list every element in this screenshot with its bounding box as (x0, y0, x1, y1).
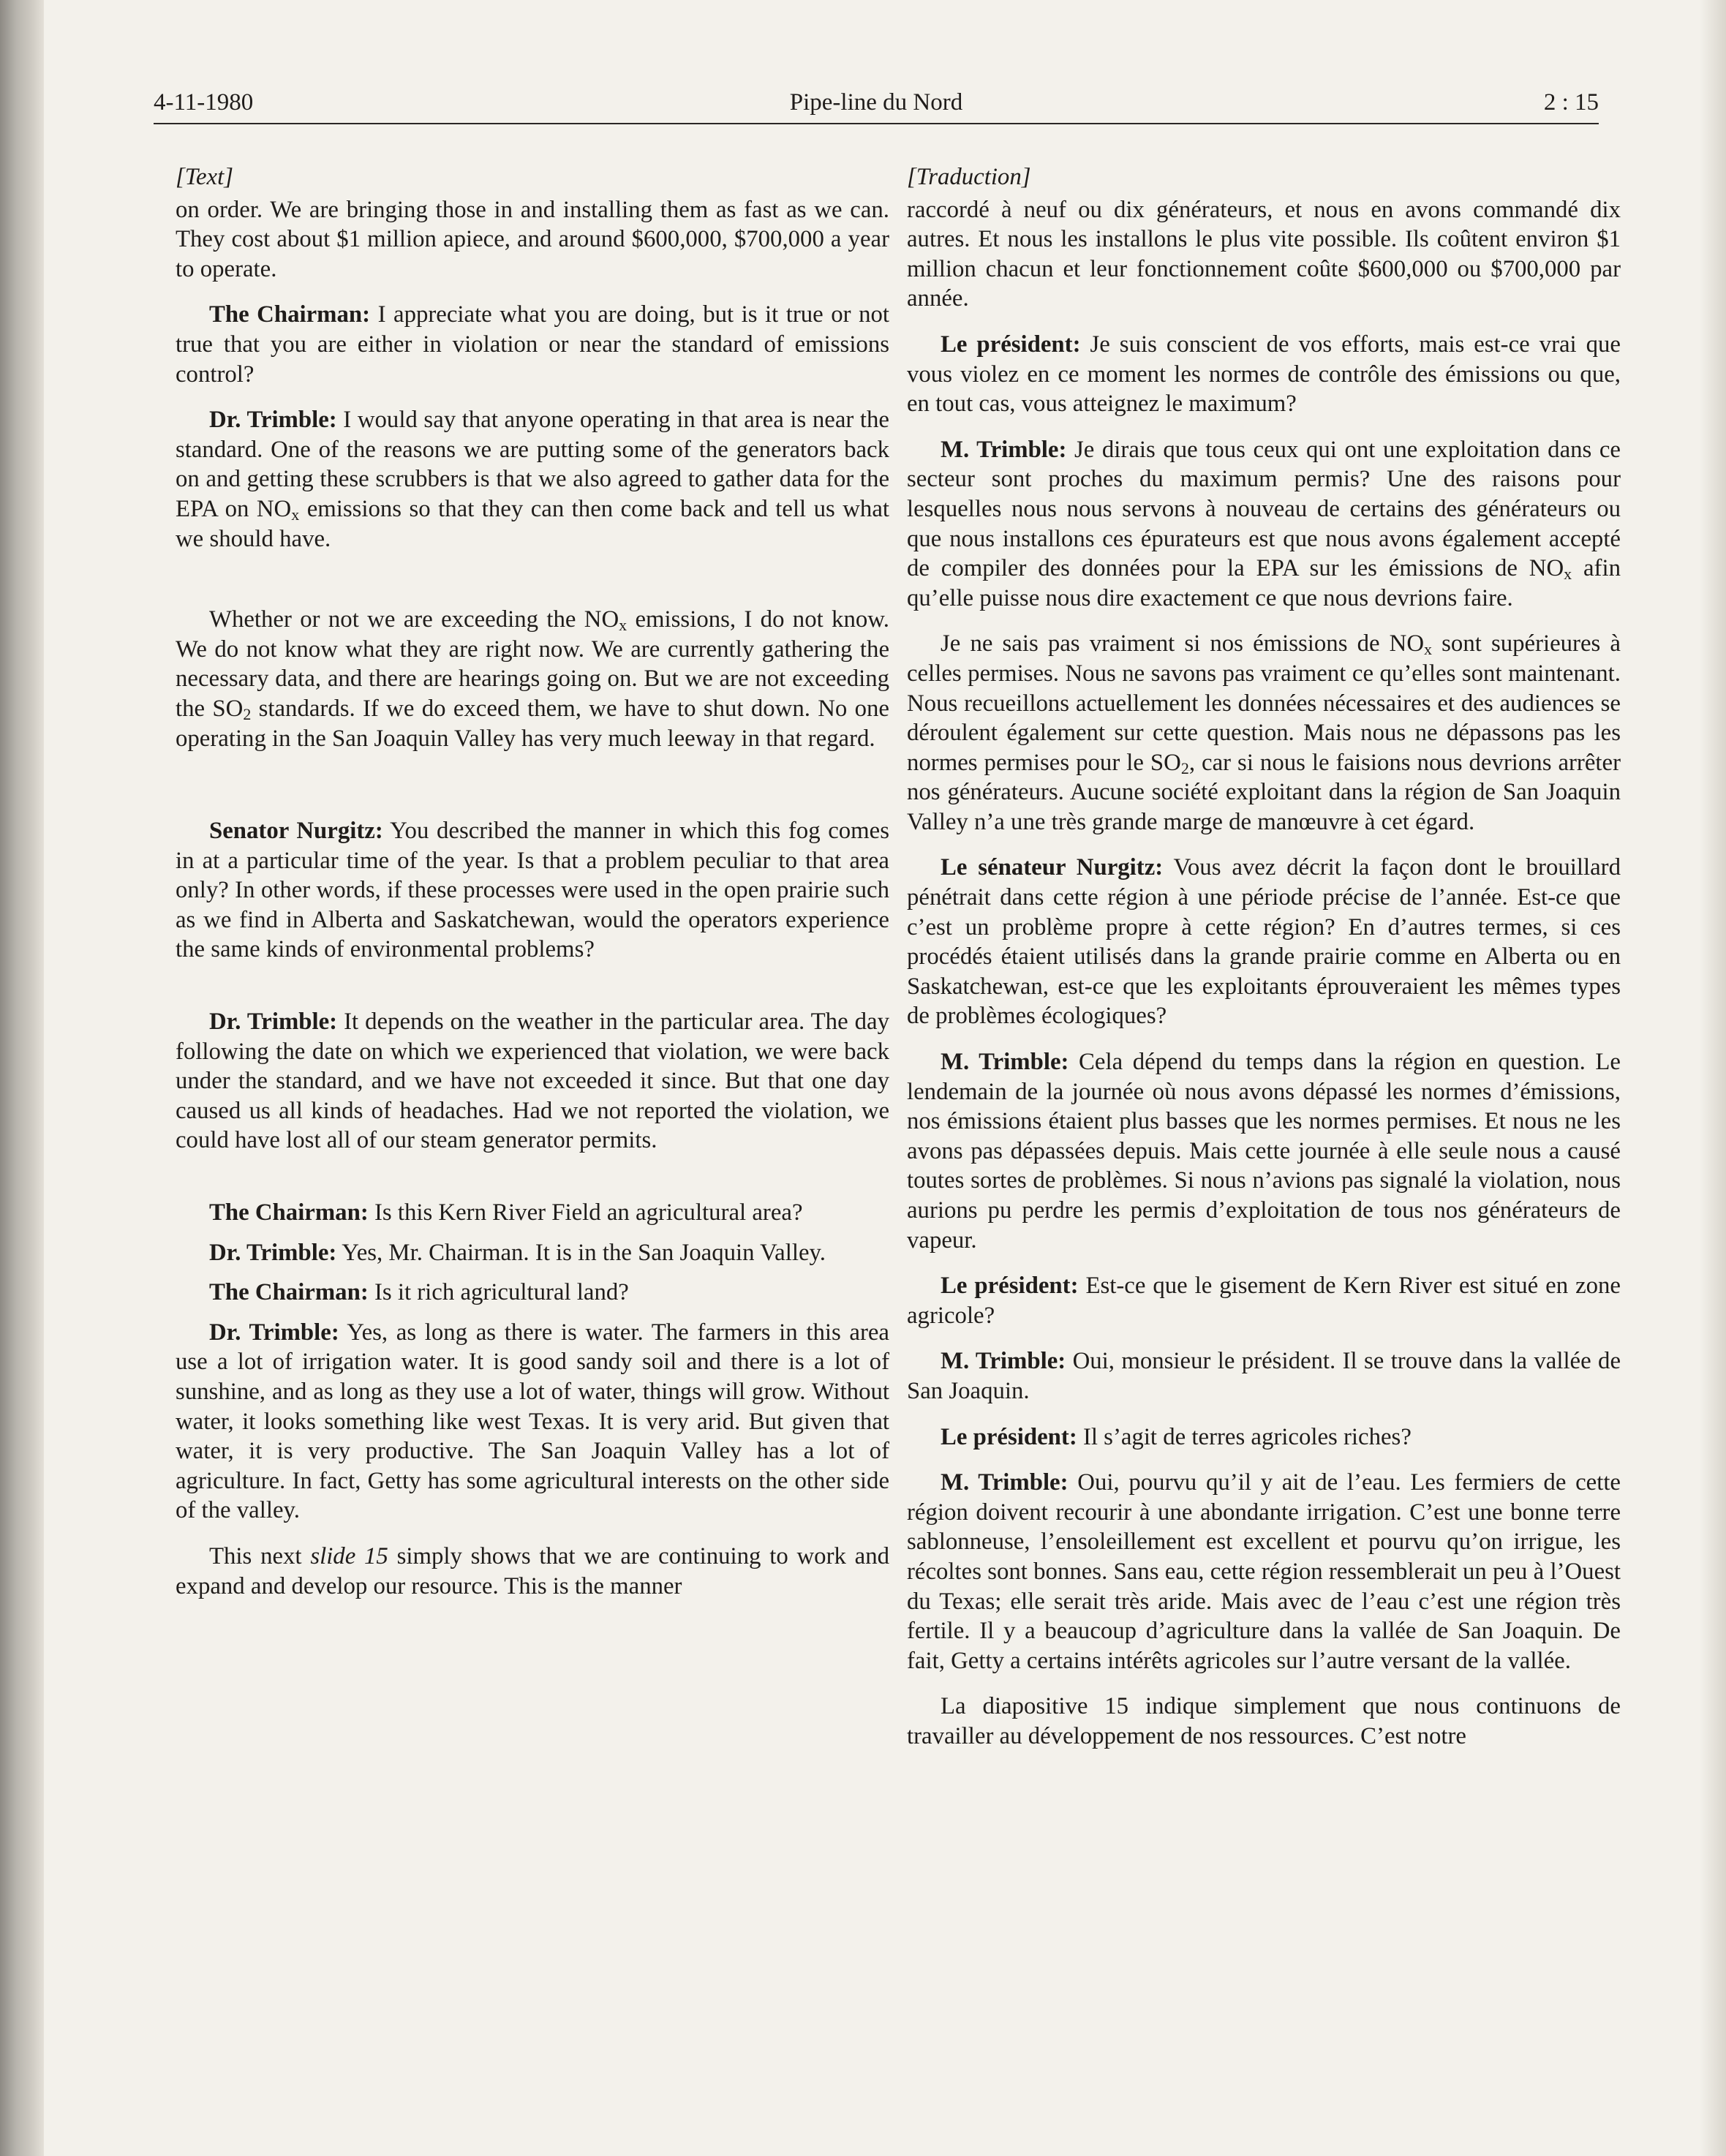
english-column (176, 162, 889, 1601)
paragraph-president-land: Le président: Il s’agit de terres agricoles riches? (941, 1423, 1412, 1450)
book-spine-shadow (0, 0, 44, 2156)
paragraph-trimble-answer: Dr. Trimble: I would say that anyone operating in that area is near the standard. One of the reasons we are putting some of the generators back on and getting these scrubbers is that we also agreed to gather data for the EPA on $NO_x$ emissions so that they can then come back and tell us what we should have. (176, 407, 890, 552)
speaker-name: Le président: (941, 1423, 1077, 1450)
speaker-name: M. Trimble: (941, 1469, 1069, 1496)
header-title: Pipe-line du Nord (789, 89, 963, 116)
speaker-name: Dr. Trimble: (209, 407, 337, 434)
paragraph-trimble-valley: M. Trimble: Oui, monsieur le président. Il se trouve dans la vallée de San Joaquin. (907, 1348, 1621, 1404)
paragraph-chairman-kern-river: The Chairman: Is this Kern River Field an agricultural area? (209, 1199, 803, 1226)
speaker-name: Le président: (941, 1273, 1079, 1300)
paragraph-continuation: raccordé à neuf ou dix générateurs, et nous en avons commandé dix autres. Et nous les installons le plus vite possible. Ils coûtent environ $1 million chacun et leur fonctionnement coûte $600,000 ou $700,000 par année. (907, 196, 1621, 312)
paragraph-senator-question: Le sénateur Nurgitz: Vous avez décrit la façon dont le brouillard pénétrait dans cette région à une période précise de l’année. Est-ce que c’est un problème propre à cette région? En d’autres termes, si ces procédés étaient utilisés dans la grande prairie comme en Alberta ou en Saskatchewan, est-ce que les exploitants éprouveraient les mêmes types de problèmes écologiques? (907, 854, 1621, 1030)
paragraph-emissions: Je ne sais pas vraiment si nos émissions de $NO_x$ sont supérieures à celles permises. Nous ne savons pas vraiment ce qu’elles sont maintenant. Nous recueillons actuellement les données nécessaires et des audiences se déroulent également sur cette question. Mais nous ne dépassons pas les normes permises pour le $SO_2$, car si nous le faisions nous devrions arrêter nos générateurs. Aucune société exploitant dans la région de San Joaquin Valley n’a une très grande marge de manœuvre à cet égard. (907, 630, 1621, 835)
speaker-name: Dr. Trimble: (209, 1239, 337, 1266)
speaker-name: Le président: (941, 331, 1081, 358)
paragraph-chairman-land: The Chairman: Is it rich agricultural land? (209, 1279, 629, 1306)
speaker-name: M. Trimble: (941, 1348, 1066, 1375)
speaker-name: Dr. Trimble: (209, 1319, 339, 1346)
page-edge (1700, 0, 1726, 2156)
paragraph-senator-question: Senator Nurgitz: You described the manner in which this fog comes in at a particular time of the year. Is that a problem peculiar to that area only? In other words, if these processes were used in the open prairie such as we find in Alberta and Saskatchewan, would the operators experience the same kinds of environmental problems? (176, 818, 890, 963)
speaker-name: Le sénateur Nurgitz: (941, 854, 1164, 881)
speaker-name: The Chairman: (209, 1199, 369, 1226)
paragraph-trimble-water: M. Trimble: Oui, pourvu qu’il y ait de l’eau. Les fermiers de cette région doivent recourir à une abondante irrigation. C’est une bonne terre sablonneuse, l’ensoleillement est excellent et pourvu qu’on irrigue, les récoltes sont bonnes. Sans eau, cette région ressemblerait un peu à l’Ouest du Texas; elle serait très aride. Mais avec de l’eau c’est une région très fertile. Il y a beaucoup d’agriculture dans la vallée de San Joaquin. De fait, Getty a certains intérêts agricoles sur l’autre versant de la vallée. (907, 1469, 1621, 1674)
paragraph-diapositive-15: La diapositive 15 indique simplement que nous continuons de travailler au développement de nos ressources. C’est notre (907, 1693, 1621, 1749)
speaker-name: Dr. Trimble: (209, 1009, 338, 1036)
header-rule (154, 123, 1599, 124)
speaker-name: The Chairman: (209, 301, 371, 328)
speaker-name: M. Trimble: (941, 1049, 1069, 1076)
header-date: 4-11-1980 (154, 89, 254, 116)
speaker-name: The Chairman: (209, 1279, 369, 1306)
paragraph-continuation: on order. We are bringing those in and installing them as fast as we can. They cost about $1 million apiece, and around $600,000, $700,000 a year to operate. (176, 196, 889, 282)
paragraph-trimble-weather: Dr. Trimble: It depends on the weather in the particular area. The day following the date on which we experienced that violation, we were back under the standard, and we have not exceeded it since. But that one day caused us all kinds of headaches. Had we not reported the violation, we could have lost all of our steam generator permits. (176, 1009, 889, 1154)
speaker-name: M. Trimble: (941, 436, 1067, 463)
paragraph-slide-15: This next slide 15 simply shows that we are continuing to work and expand and develop our resource. This is the manner (176, 1542, 890, 1599)
speaker-name: Senator Nurgitz: (209, 818, 383, 845)
paragraph-trimble-weather: M. Trimble: Cela dépend du temps dans la région en question. Le lendemain de la journée où nous avons dépassé les normes d’émissions, nos émissions étaient plus basses que les normes permises. Et nous ne les avons pas dépassées depuis. Mais cette journée à elle seule nous a causé toutes sortes de problèmes. Si nous n’avions pas signalé la violation, nous aurions pu perdre les permis d’exploitation de tous nos générateurs de vapeur. (907, 1049, 1621, 1254)
paragraph-emissions: Whether or not we are exceeding the $NO_x$ emissions, I do not know. We do not know what they are right now. We are currently gathering the necessary data, and there are hearings going on. But we are not exceeding the $SO_2$ standards. If we do exceed them, we have to shut down. No one operating in the San Joaquin Valley has very much leeway in that regard. (176, 606, 890, 752)
paragraph-chairman-question: The Chairman: I appreciate what you are doing, but is it true or not true that you are either in violation or near the standard of emissions control? (176, 301, 889, 388)
paragraph-trimble-valley: Dr. Trimble: Yes, Mr. Chairman. It is in the San Joaquin Valley. (209, 1239, 826, 1266)
french-column (907, 162, 1621, 1752)
paragraph-president-question: Le président: Je suis conscient de vos efforts, mais est-ce vrai que vous violez en ce moment les normes de contrôle des émissions ou que, en tout cas, vous atteignez le maximum? (907, 331, 1621, 418)
paragraph-president-kern-river: Le président: Est-ce que le gisement de Kern River est situé en zone agricole? (907, 1273, 1621, 1329)
header-page-number: 2 : 15 (1543, 89, 1599, 116)
running-header (154, 86, 1599, 124)
paragraph-trimble-answer: M. Trimble: Je dirais que tous ceux qui ont une exploitation dans ce secteur sont proches du maximum permis? Une des raisons pour lesquelles nous nous servons à nouveau de certains des générateurs ou que nous installons ces épurateurs est que nous avons également accepté de compiler des données pour la EPA sur les émissions de $NO_x$ afin qu’elle puisse nous dire exactement ce que nous devrions faire. (907, 436, 1621, 611)
paragraph-trimble-water: Dr. Trimble: Yes, as long as there is water. The farmers in this area use a lot of irrigation water. It is good sandy soil and there is a lot of sunshine, and as long as they use a lot of water, things will grow. Without water, it looks something like west Texas. It is very arid. But given that water, it is very productive. The San Joaquin Valley has a lot of agriculture. In fact, Getty has some agricultural interests on the other side of the valley. (176, 1319, 889, 1524)
column-label-text: [Text] (176, 164, 233, 190)
column-label-traduction: [Traduction] (907, 164, 1031, 190)
